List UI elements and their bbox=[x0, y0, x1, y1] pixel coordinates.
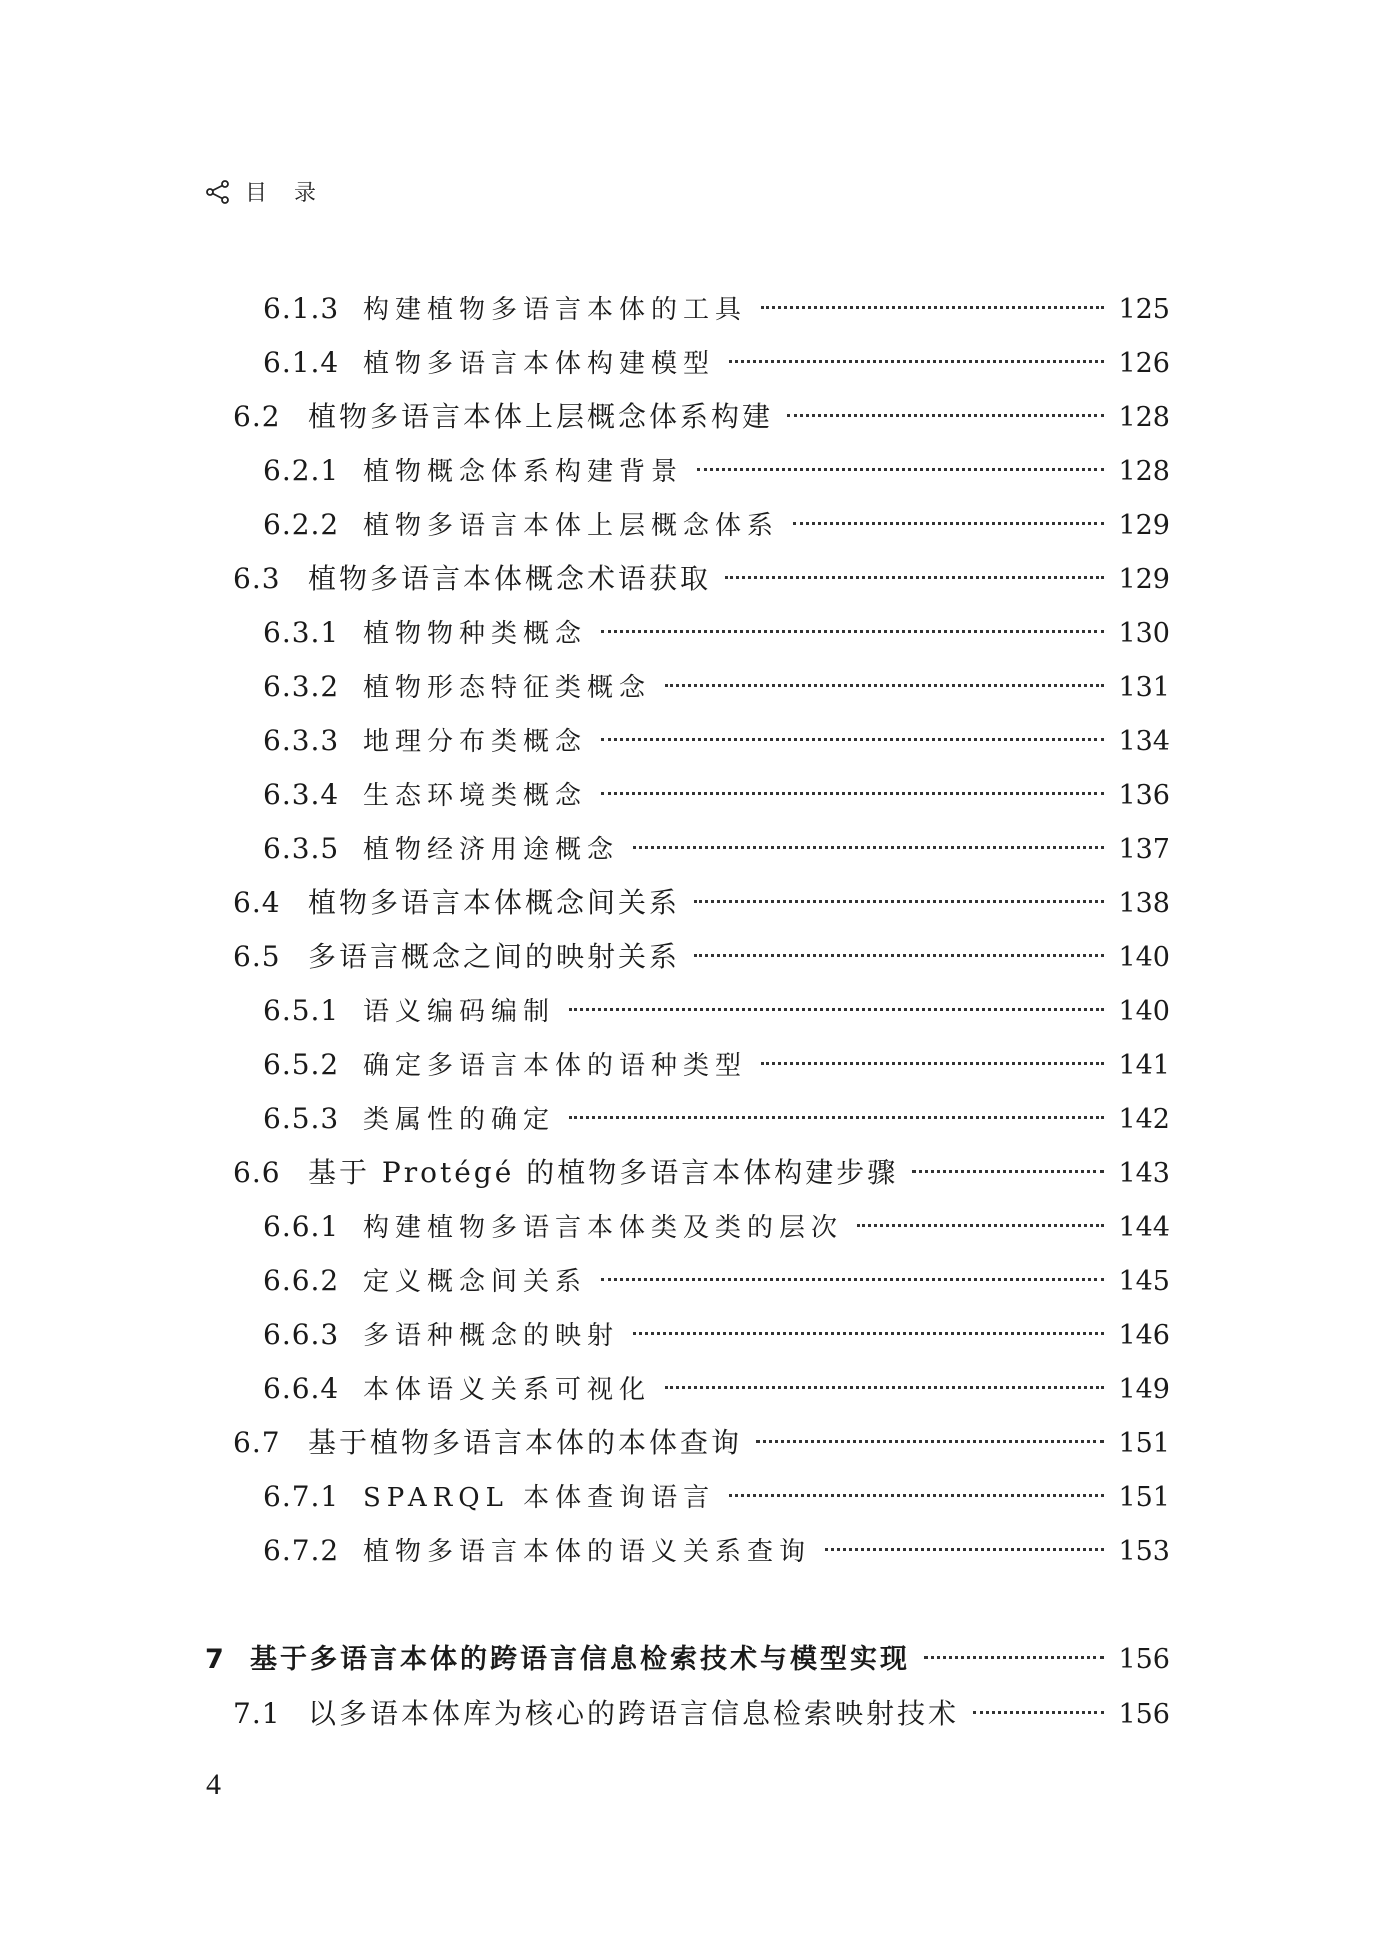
toc-entry-number: 6.6.2 bbox=[263, 1264, 340, 1297]
toc-entry-number: 6.7 bbox=[233, 1426, 281, 1459]
toc-entry[interactable] bbox=[233, 1153, 1170, 1193]
toc-entry[interactable] bbox=[233, 397, 1170, 437]
toc-entry-number: 6.3.2 bbox=[263, 670, 340, 703]
toc-entry-page: 137 bbox=[1118, 834, 1170, 865]
toc-entry-page: 129 bbox=[1118, 564, 1170, 595]
toc-dot-leader bbox=[912, 1170, 1104, 1173]
toc-entry-title: 植物多语言本体上层概念体系 bbox=[363, 511, 780, 541]
toc-dot-leader bbox=[694, 954, 1104, 957]
toc-entry[interactable] bbox=[263, 721, 1170, 761]
toc-entry-title: 多语种概念的映射 bbox=[363, 1321, 620, 1351]
toc-entry-title: 植物物种类概念 bbox=[363, 619, 588, 649]
toc-entry-title: 植物形态特征类概念 bbox=[363, 673, 652, 703]
toc-dot-leader bbox=[569, 1116, 1104, 1119]
toc-entry-title: 植物多语言本体概念间关系 bbox=[308, 886, 681, 919]
toc-dot-leader bbox=[793, 522, 1104, 525]
toc-entry-title: 基于植物多语言本体的本体查询 bbox=[308, 1426, 743, 1459]
running-header bbox=[205, 176, 326, 207]
toc-entry-page: 138 bbox=[1118, 888, 1170, 919]
toc-entry-page: 156 bbox=[1118, 1699, 1170, 1730]
toc-entry-number: 6.2.2 bbox=[263, 508, 340, 541]
toc-dot-leader bbox=[633, 1332, 1104, 1335]
toc-entry-title: 类属性的确定 bbox=[363, 1105, 556, 1135]
share-icon bbox=[205, 179, 231, 205]
toc-entry-number: 6.3.1 bbox=[263, 616, 340, 649]
header-label: 目 录 bbox=[245, 181, 326, 206]
toc-dot-leader bbox=[601, 1278, 1104, 1281]
toc-entry-number: 6.2.1 bbox=[263, 454, 340, 487]
toc-dot-leader bbox=[601, 792, 1104, 795]
toc-dot-leader bbox=[601, 738, 1104, 741]
toc-entry[interactable] bbox=[263, 991, 1170, 1031]
toc-entry-number: 6.5.3 bbox=[263, 1102, 340, 1135]
toc-entry-title: 基于多语言本体的跨语言信息检索技术与模型实现 bbox=[250, 1644, 910, 1675]
toc-dot-leader bbox=[761, 1062, 1104, 1065]
toc-entry-number: 6.6.3 bbox=[263, 1318, 340, 1351]
toc-entry-number: 6.6 bbox=[233, 1156, 281, 1189]
toc-dot-leader bbox=[729, 360, 1104, 363]
toc-entry[interactable] bbox=[263, 343, 1170, 383]
toc-entry[interactable] bbox=[263, 775, 1170, 815]
toc-entry-page: 131 bbox=[1118, 672, 1170, 703]
toc-entry-title: 构建植物多语言本体类及类的层次 bbox=[363, 1213, 844, 1243]
toc-entry[interactable] bbox=[233, 937, 1170, 977]
toc-entry[interactable] bbox=[263, 667, 1170, 707]
toc-entry-page: 143 bbox=[1118, 1158, 1170, 1189]
toc-entry-page: 141 bbox=[1118, 1050, 1170, 1081]
toc-dot-leader bbox=[633, 846, 1104, 849]
toc-entry[interactable] bbox=[263, 1315, 1170, 1355]
toc-dot-leader bbox=[825, 1548, 1104, 1551]
toc-entry-page: 140 bbox=[1118, 996, 1170, 1027]
toc-dot-leader bbox=[665, 1386, 1104, 1389]
toc-entry-page: 130 bbox=[1118, 618, 1170, 649]
toc-entry-title: 植物多语言本体上层概念体系构建 bbox=[308, 400, 774, 433]
toc-entry-page: 151 bbox=[1118, 1482, 1170, 1513]
page-number: 4 bbox=[206, 1768, 221, 1801]
toc-dot-leader bbox=[973, 1711, 1104, 1714]
toc-entry-page: 129 bbox=[1118, 510, 1170, 541]
toc-entry-number: 6.3.5 bbox=[263, 832, 340, 865]
toc-entry-number: 6.7.1 bbox=[263, 1480, 340, 1513]
toc-entry-page: 151 bbox=[1118, 1428, 1170, 1459]
toc-entry[interactable] bbox=[263, 451, 1170, 491]
toc-dot-leader bbox=[569, 1008, 1104, 1011]
toc-entry-page: 145 bbox=[1118, 1266, 1170, 1297]
toc-entry-number: 6.2 bbox=[233, 400, 281, 433]
toc-entry-title: 植物经济用途概念 bbox=[363, 835, 620, 865]
toc-entry-title: 多语言概念之间的映射关系 bbox=[308, 940, 681, 973]
toc-entry-title: 基于 Protégé 的植物多语言本体构建步骤 bbox=[308, 1156, 899, 1189]
toc-entry-number: 6.5.2 bbox=[263, 1048, 340, 1081]
toc-entry-number: 6.4 bbox=[233, 886, 281, 919]
toc-entry-page: 126 bbox=[1118, 348, 1170, 379]
toc-entry-page: 142 bbox=[1118, 1104, 1170, 1135]
toc-entry-title: 本体语义关系可视化 bbox=[363, 1375, 652, 1405]
toc-entry[interactable] bbox=[233, 1423, 1170, 1463]
toc-entry[interactable] bbox=[263, 1477, 1170, 1517]
toc-chapter-entry[interactable] bbox=[205, 1640, 1170, 1680]
toc-dot-leader bbox=[725, 576, 1104, 579]
toc-entry[interactable] bbox=[233, 559, 1170, 599]
toc-entry-page: 140 bbox=[1118, 942, 1170, 973]
toc-entry-title: 生态环境类概念 bbox=[363, 781, 588, 811]
toc-dot-leader bbox=[756, 1440, 1104, 1443]
toc-entry[interactable] bbox=[233, 1694, 1170, 1734]
toc-entry-number: 6.5.1 bbox=[263, 994, 340, 1027]
toc-entry-page: 136 bbox=[1118, 780, 1170, 811]
toc-entry-number: 6.3.3 bbox=[263, 724, 340, 757]
toc-entry[interactable] bbox=[263, 1369, 1170, 1409]
toc-dot-leader bbox=[857, 1224, 1104, 1227]
toc-entry-title: 定义概念间关系 bbox=[363, 1267, 588, 1297]
toc-entry-number: 7 bbox=[205, 1644, 225, 1675]
toc-entry-page: 153 bbox=[1118, 1536, 1170, 1567]
toc-entry[interactable] bbox=[263, 829, 1170, 869]
toc-dot-leader bbox=[787, 414, 1104, 417]
toc-entry-title: 植物概念体系构建背景 bbox=[363, 457, 684, 487]
toc-entry[interactable] bbox=[263, 1207, 1170, 1247]
toc-entry-page: 128 bbox=[1118, 402, 1170, 433]
toc-entry-title: 确定多语言本体的语种类型 bbox=[363, 1051, 748, 1081]
toc-entry-title: 植物多语言本体的语义关系查询 bbox=[363, 1537, 812, 1567]
toc-dot-leader bbox=[761, 306, 1104, 309]
toc-entry-number: 6.6.1 bbox=[263, 1210, 340, 1243]
toc-entry-title: 语义编码编制 bbox=[363, 997, 556, 1027]
toc-entry-title: 以多语本体库为核心的跨语言信息检索映射技术 bbox=[308, 1697, 960, 1730]
toc-entry-page: 125 bbox=[1118, 294, 1170, 325]
toc-entry-page: 146 bbox=[1118, 1320, 1170, 1351]
toc-entry-page: 149 bbox=[1118, 1374, 1170, 1405]
toc-entry-number: 6.1.4 bbox=[263, 346, 340, 379]
toc-entry[interactable] bbox=[263, 1099, 1170, 1139]
toc-dot-leader bbox=[697, 468, 1104, 471]
toc-entry[interactable] bbox=[263, 505, 1170, 545]
toc-dot-leader bbox=[665, 684, 1104, 687]
toc-entry[interactable] bbox=[263, 1045, 1170, 1085]
toc-entry-number: 6.5 bbox=[233, 940, 281, 973]
toc-entry-number: 7.1 bbox=[233, 1697, 281, 1730]
toc-entry-page: 156 bbox=[1118, 1644, 1170, 1675]
toc-entry[interactable] bbox=[263, 289, 1170, 329]
toc-entry-title: 地理分布类概念 bbox=[363, 727, 588, 757]
toc-entry-title: 构建植物多语言本体的工具 bbox=[363, 295, 748, 325]
toc-entry-number: 6.1.3 bbox=[263, 292, 340, 325]
toc-entry-title: 植物多语言本体构建模型 bbox=[363, 349, 716, 379]
toc-dot-leader bbox=[601, 630, 1104, 633]
toc-entry-page: 134 bbox=[1118, 726, 1170, 757]
toc-entry[interactable] bbox=[233, 883, 1170, 923]
toc-entry-title: 植物多语言本体概念术语获取 bbox=[308, 562, 712, 595]
toc-dot-leader bbox=[694, 900, 1104, 903]
toc-entry[interactable] bbox=[263, 1531, 1170, 1571]
toc-entry-number: 6.6.4 bbox=[263, 1372, 340, 1405]
toc-dot-leader bbox=[729, 1494, 1104, 1497]
toc-entry-number: 6.7.2 bbox=[263, 1534, 340, 1567]
toc-entry[interactable] bbox=[263, 613, 1170, 653]
toc-entry-number: 6.3 bbox=[233, 562, 281, 595]
toc-entry-title: SPARQL 本体查询语言 bbox=[363, 1483, 716, 1513]
toc-dot-leader bbox=[924, 1656, 1104, 1659]
toc-entry-number: 6.3.4 bbox=[263, 778, 340, 811]
toc-entry-page: 128 bbox=[1118, 456, 1170, 487]
toc-entry[interactable] bbox=[263, 1261, 1170, 1301]
toc-entry-page: 144 bbox=[1118, 1212, 1170, 1243]
